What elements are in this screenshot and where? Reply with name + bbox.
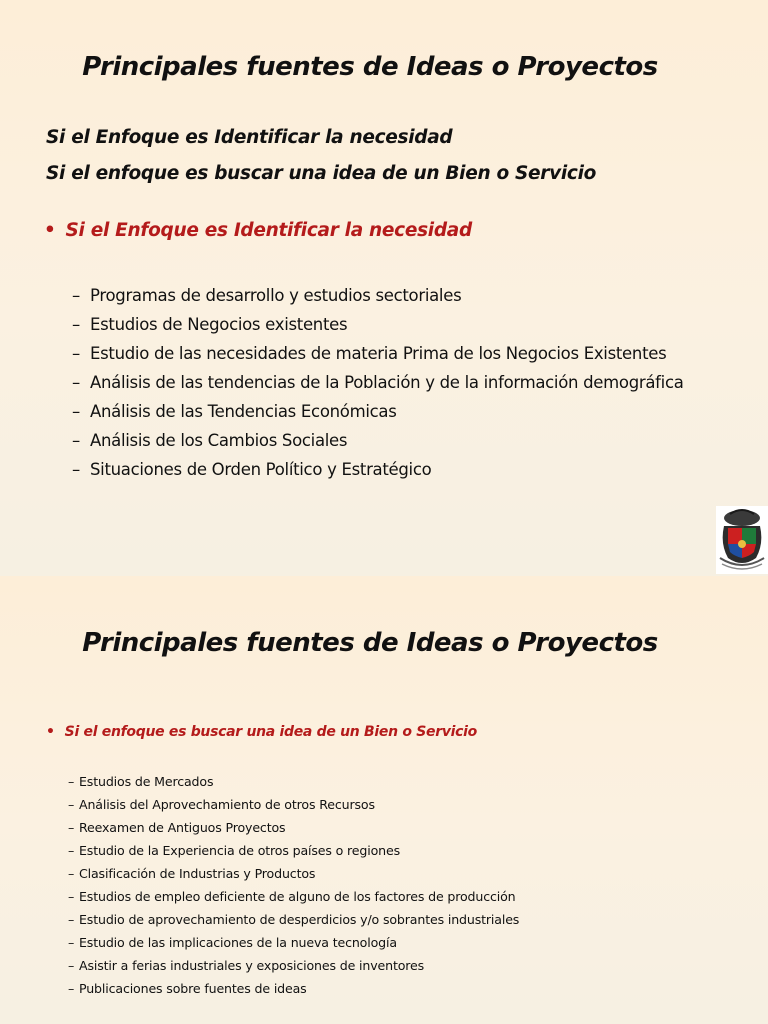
list-item [72,310,684,339]
dash-icon: – [68,912,75,927]
bullet-icon: • [46,724,55,740]
dash-icon: – [68,958,75,973]
intro-line: Si el Enfoque es Identificar la necesidad [46,127,453,148]
dash-icon: – [68,935,75,950]
sub-item-list [72,281,684,484]
intro-block [46,120,596,192]
list-item-text: Asistir a ferias industriales y exposiciones de inventores [79,958,425,973]
dash-icon: – [68,774,75,789]
list-item [72,426,684,455]
list-item [68,885,519,908]
list-item [68,770,519,793]
dash-icon: – [68,820,75,835]
list-item-text: Análisis de las tendencias de la Población y de la información demográfica [90,373,684,392]
list-item [68,931,519,954]
dash-icon: – [72,402,80,421]
dash-icon: – [68,866,75,881]
dash-icon: – [72,315,80,334]
list-item-text: Análisis del Aprovechamiento de otros Recursos [79,797,375,812]
list-item [72,281,684,310]
dash-icon: – [72,460,80,479]
list-item [68,793,519,816]
list-item [72,368,684,397]
list-item [72,339,684,368]
list-item-text: Estudios de Negocios existentes [90,315,348,334]
list-item-text: Estudio de aprovechamiento de desperdicios y/o sobrantes industriales [79,912,520,927]
dash-icon: – [68,889,75,904]
list-item [68,954,519,977]
slide-title: Principales fuentes de Ideas o Proyectos [82,52,658,82]
dash-icon: – [72,373,80,392]
list-item-text: Reexamen de Antiguos Proyectos [79,820,286,835]
list-item [68,839,519,862]
list-item [72,455,684,484]
intro-line: Si el enfoque es buscar una idea de un Bien o Servicio [46,163,597,184]
dash-icon: – [72,344,80,363]
list-item-text: Estudio de las necesidades de materia Prima de los Negocios Existentes [90,344,667,363]
list-item-text: Situaciones de Orden Político y Estratégico [90,460,432,479]
list-item [68,816,519,839]
university-coat-of-arms-icon [716,506,768,574]
slide-2 [0,576,768,1024]
list-item-text: Programas de desarrollo y estudios sectoriales [90,286,462,305]
section-bullet [44,220,472,241]
sub-item-list [68,770,519,1000]
slide-title: Principales fuentes de Ideas o Proyectos [82,628,658,658]
list-item-text: Análisis de las Tendencias Económicas [90,402,397,421]
list-item-text: Estudio de la Experiencia de otros países o regiones [79,843,400,858]
list-item-text: Estudio de las implicaciones de la nueva tecnología [79,935,397,950]
dash-icon: – [68,843,75,858]
bullet-icon: • [44,220,56,241]
list-item-text: Estudios de Mercados [79,774,214,789]
list-item [68,977,519,1000]
bullet-text: Si el enfoque es buscar una idea de un Bien o Servicio [64,724,477,740]
dash-icon: – [72,286,80,305]
list-item [72,397,684,426]
bullet-text: Si el Enfoque es Identificar la necesidad [65,220,472,241]
list-item [68,908,519,931]
section-bullet [46,724,477,740]
list-item-text: Clasificación de Industrias y Productos [79,866,316,881]
list-item-text: Publicaciones sobre fuentes de ideas [79,981,307,996]
list-item [68,862,519,885]
dash-icon: – [68,797,75,812]
dash-icon: – [68,981,75,996]
list-item-text: Análisis de los Cambios Sociales [90,431,348,450]
list-item-text: Estudios de empleo deficiente de alguno de los factores de producción [79,889,516,904]
dash-icon: – [72,431,80,450]
